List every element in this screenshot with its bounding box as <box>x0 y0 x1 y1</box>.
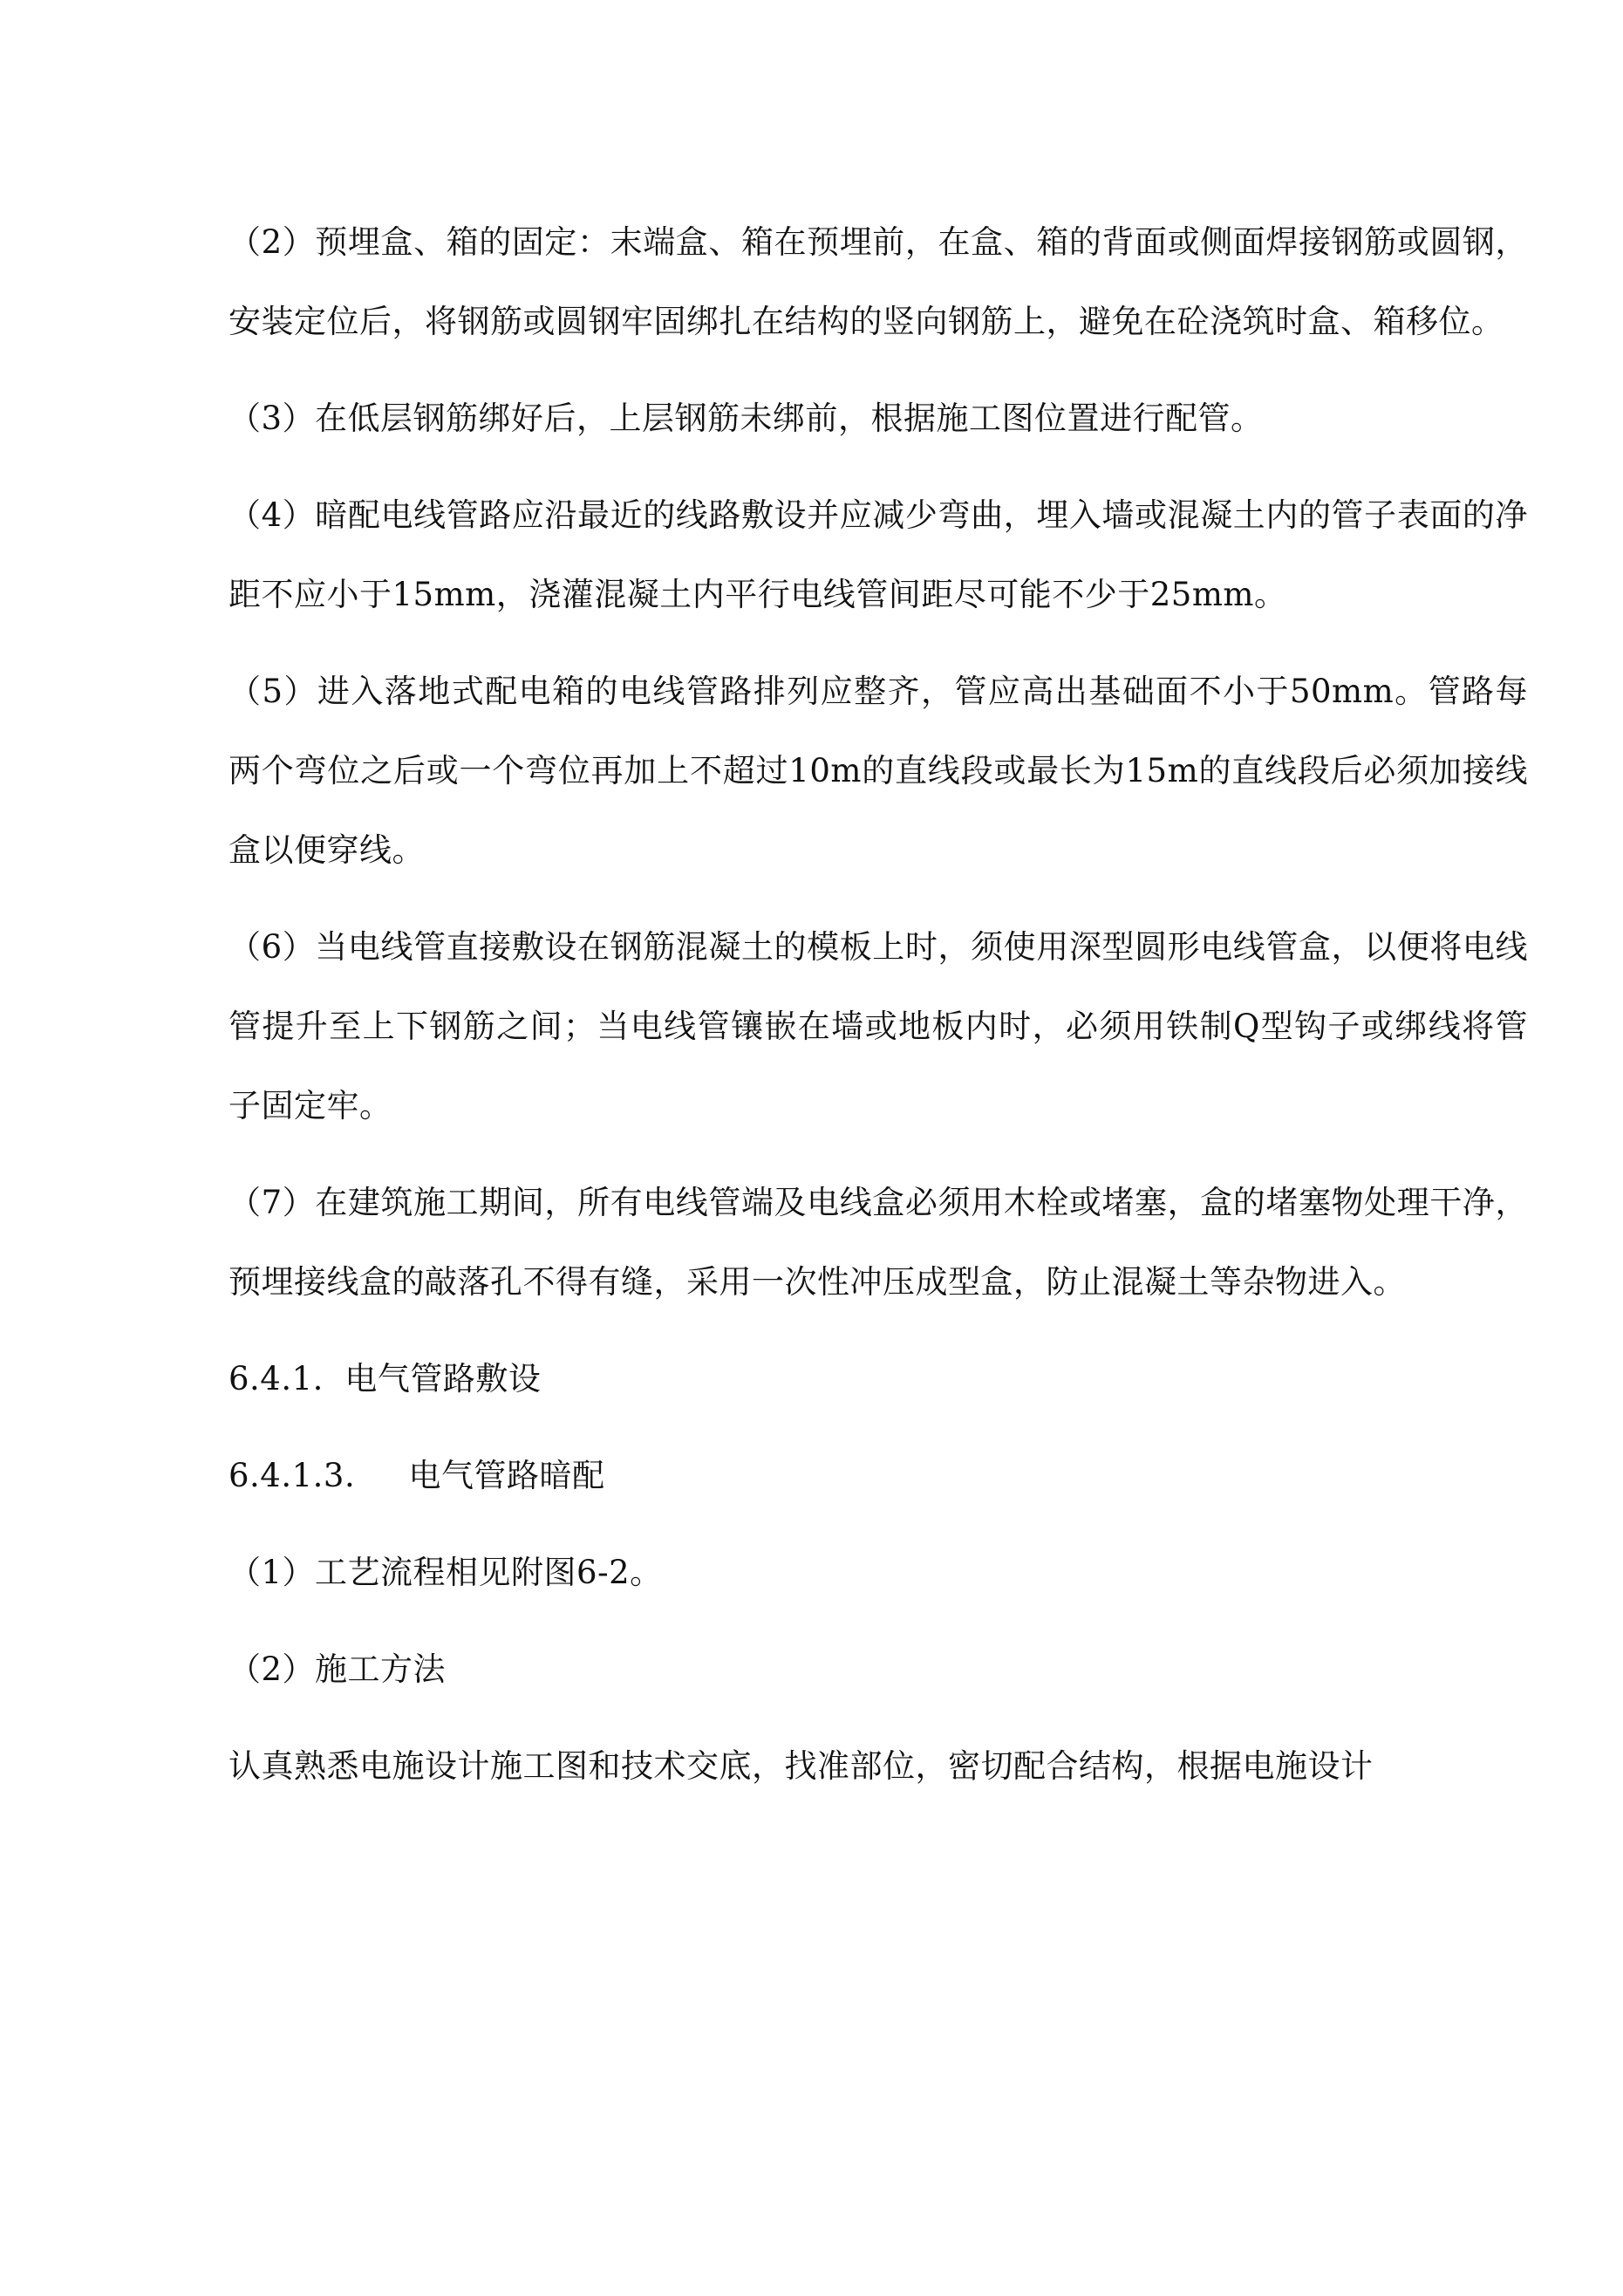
paragraph-formwork-conduit: （6）当电线管直接敷设在钢筋混凝土的模板上时，须使用深型圆形电线管盒，以便将电线管提升至上下钢筋之间；当电线管镶嵌在墙或地板内时，必须用铁制Q型钩子或绑线将管子固定牢。 <box>228 928 1528 1124</box>
paragraph-construction-method-body: 认真熟悉电施设计施工图和技术交底，找准部位，密切配合结构，根据电施设计 <box>228 1747 1374 1785</box>
section-heading-6-4-1-3: 6.4.1.3. 电气管路暗配 <box>228 1457 605 1494</box>
paragraph-conduit-plugging: （7）在建筑施工期间，所有电线管端及电线盒必须用木栓或堵塞，盒的堵塞物处理干净，预埋接线盒的敲落孔不得有缝，采用一次性冲压成型盒，防止混凝土等杂物进入。 <box>228 1184 1528 1301</box>
list-item-process-flow: （1）工艺流程相见附图6-2。 <box>228 1554 663 1591</box>
paragraph-piping-sequence: （3）在低层钢筋绑好后，上层钢筋未绑前，根据施工图位置进行配管。 <box>228 400 1264 437</box>
section-heading-6-4-1: 6.4.1. 电气管路敷设 <box>228 1360 542 1397</box>
list-item-construction-method: （2）施工方法 <box>228 1650 447 1688</box>
paragraph-floor-distribution-box: （5）进入落地式配电箱的电线管路排列应整齐，管应高出基础面不小于50mm。管路每两个弯位之后或一个弯位再加上不超过10m的直线段或最长为15m的直线段后必须加接线盒以便穿线。 <box>228 673 1528 869</box>
document-body <box>228 202 1528 1806</box>
paragraph-concealed-conduit-route: （4）暗配电线管路应沿最近的线路敷设并应减少弯曲，埋入墙或混凝土内的管子表面的净距不应小于15mm，浇灌混凝土内平行电线管间距尽可能不少于25mm。 <box>228 496 1528 613</box>
paragraph-embedded-box-fixing: （2）预埋盒、箱的固定：末端盒、箱在预埋前，在盒、箱的背面或侧面焊接钢筋或圆钢，安装定位后，将钢筋或圆钢牢固绑扎在结构的竖向钢筋上，避免在砼浇筑时盒、箱移位。 <box>228 223 1528 340</box>
